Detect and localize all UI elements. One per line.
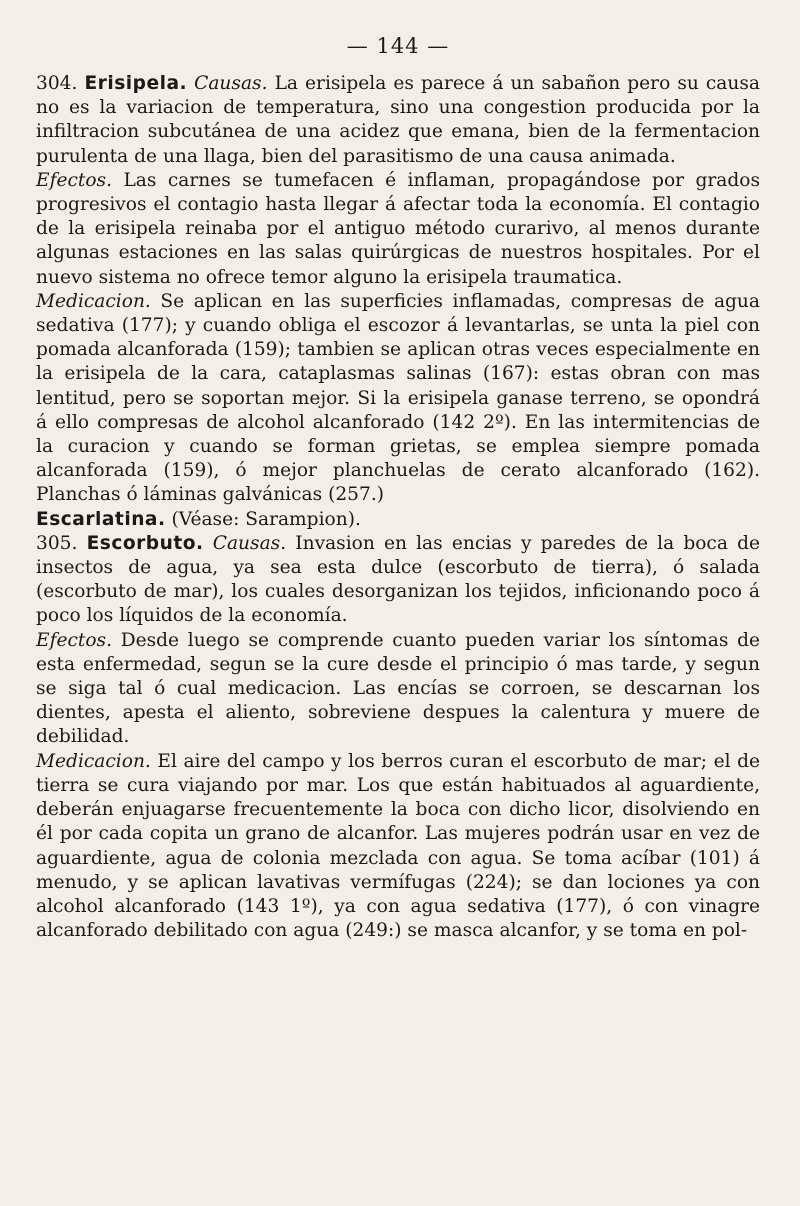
entry-title: Escarlatina. [36,508,166,530]
entry-erisipela-causas [36,72,760,169]
section-label: Medicacion. [36,750,151,772]
entry-title: Erisipela. [84,73,188,94]
entry-title: Escorbuto. [86,532,204,554]
entry-escorbuto-medicacion [36,750,760,944]
see-also-reference: (Véase: Sarampion). [171,508,361,530]
entry-number: 305. [36,532,78,554]
section-text: Desde luego se comprende cuanto pueden variar los síntomas de esta enfermedad, segun se la cure desde el principio ó mas tarde, y segun se siga tal ó cual medicacion. Las encías se corroen, se descarnan los dientes, apesta el aliento, sobreviene despues la calentura y muere de debilidad. [36,629,760,748]
section-text: Invasion en las encias y paredes de la boca de insectos de agua, ya sea esta dulce (escorbuto de tierra), ó salada (escorbuto de mar), los cuales desorganizan los tejidos, inficionando poco á poco los líquidos de la economía. [36,532,760,627]
section-label: Causas. [212,532,287,554]
section-label: Causas. [194,73,268,94]
entry-erisipela-medicacion [36,290,760,508]
page-number: — 144 — [346,34,450,58]
entry-escorbuto-efectos [36,629,760,750]
section-label: Efectos. [36,169,112,191]
entry-number: 304. [36,73,78,94]
entry-erisipela-efectos [36,169,760,290]
section-label: Efectos. [36,629,112,651]
entry-escorbuto-causas [36,532,760,629]
section-label: Medicacion. [36,290,151,312]
section-text: Se aplican en las superficies inflamadas, compresas de agua sedativa (177); y cuando obliga el escozor á levantarlas, se unta la piel con pomada alcanforada (159); tambien se aplican otras veces especialmente en la erisipela de la cara, cataplasmas salinas (167): estas obran con mas lentitud, pero se soportan mejor. Si la erisipela ganase terreno, se opondrá á ello compresas de alcohol alcanforado (142 2º). En las intermitencias de la curacion y cuando se forman grietas, se emplea siempre pomada alcanforada (159), ó mejor planchuelas de cerato alcanforado (162). Planchas ó láminas galvánicas (257.) [36,290,760,506]
entry-escarlatina [36,508,760,532]
section-text: Las carnes se tumefacen é inflaman, propagándose por grados progresivos el contagio hasta llegar á afectar toda la economía. El contagio de la erisipela reinaba por el antiguo método curarivo, al menos durante algunas estaciones en las salas quirúrgicas de nuestros hospitales. Por el nuevo sistema no ofrece temor alguno la erisipela traumatica. [36,169,760,288]
section-text: La erisipela es parece á un sabañon pero su causa no es la variacion de temperatura, sino una congestion producida por la infiltracion subcutánea de una acidez que emana, bien de la fermentacion purulenta de una llaga, bien del parasitismo de una causa animada. [36,73,760,167]
section-text: El aire del campo y los berros curan el escorbuto de mar; el de tierra se cura viajando por mar. Los que están habituados al aguardiente, deberán enjuagarse frecuentemente la boca con dicho licor, disolviendo en él por cada copita un grano de alcanfor. Las mujeres podrán usar en vez de aguardiente, agua de colonia mezclada con agua. Se toma acíbar (101) á menudo, y se aplican lavativas vermífugas (224); se dan lociones ya con alcohol alcanforado (143 1º), ya con agua sedativa (177), ó con vinagre alcanforado debilitado con agua (249:) se masca alcanfor, y se toma en pol- [36,750,760,942]
